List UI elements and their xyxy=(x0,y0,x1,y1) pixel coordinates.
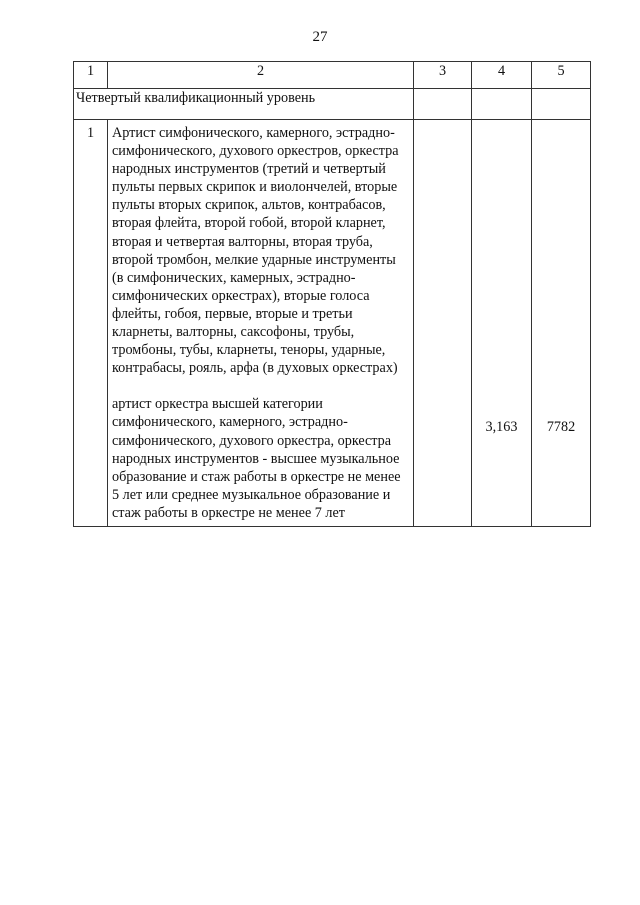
column-header-3: 3 xyxy=(414,62,472,89)
salary-cell xyxy=(532,120,591,527)
qualification-table xyxy=(73,61,591,527)
column-header-1: 1 xyxy=(74,62,108,89)
coefficient-value: 3,163 xyxy=(485,419,518,435)
position-description xyxy=(108,120,414,527)
level-empty-cell-3 xyxy=(414,89,472,120)
qualification-level-title: Четвертый квалификационный уровень xyxy=(76,90,316,106)
qualification-level-row xyxy=(74,89,591,120)
column-header-5: 5 xyxy=(532,62,591,89)
level-empty-cell-4 xyxy=(472,89,532,120)
position-title: Артист симфонического, камерного, эстрадно-симфонического, духового оркестров, оркестра народных инструментов (третий и четвертый пульты первых скрипок и виолончелей, вторые пульты вторых скрипок, альтов, контрабасов, вторая флейта, второй гобой, второй кларнет, вторая и четвертая валторны, вторая труба, второй тромбон, мелкие ударные инструменты (в симфонических, камерных, эстрадно-симфонических оркестрах), вторые голоса флейты, гобоя, первые, вторые и третьи кларнеты, валторны, саксофоны, трубы, тромбоны, тубы, кларнеты, теноры, ударные, контрабасы, рояль, арфа (в духовых оркестрах) xyxy=(112,125,399,377)
position-requirements: артист оркестра высшей категории симфонического, камерного, эстрадно-симфонического, духового оркестра, оркестра народных инструментов - высшее музыкальное образование и стаж работы в оркестре не менее 5 лет или среднее музыкальное образование и стаж работы в оркестре не менее 7 лет xyxy=(112,396,401,521)
table-header-row xyxy=(74,62,591,89)
column-3-value xyxy=(414,120,472,527)
qualification-level-cell xyxy=(74,89,414,120)
table-row xyxy=(74,120,591,527)
page-number: 27 xyxy=(312,29,328,45)
column-header-4: 4 xyxy=(472,62,532,89)
coefficient-cell xyxy=(472,120,532,527)
salary-value: 7782 xyxy=(546,419,576,435)
row-number: 1 xyxy=(74,120,108,527)
column-header-2: 2 xyxy=(108,62,414,89)
level-empty-cell-5 xyxy=(532,89,591,120)
